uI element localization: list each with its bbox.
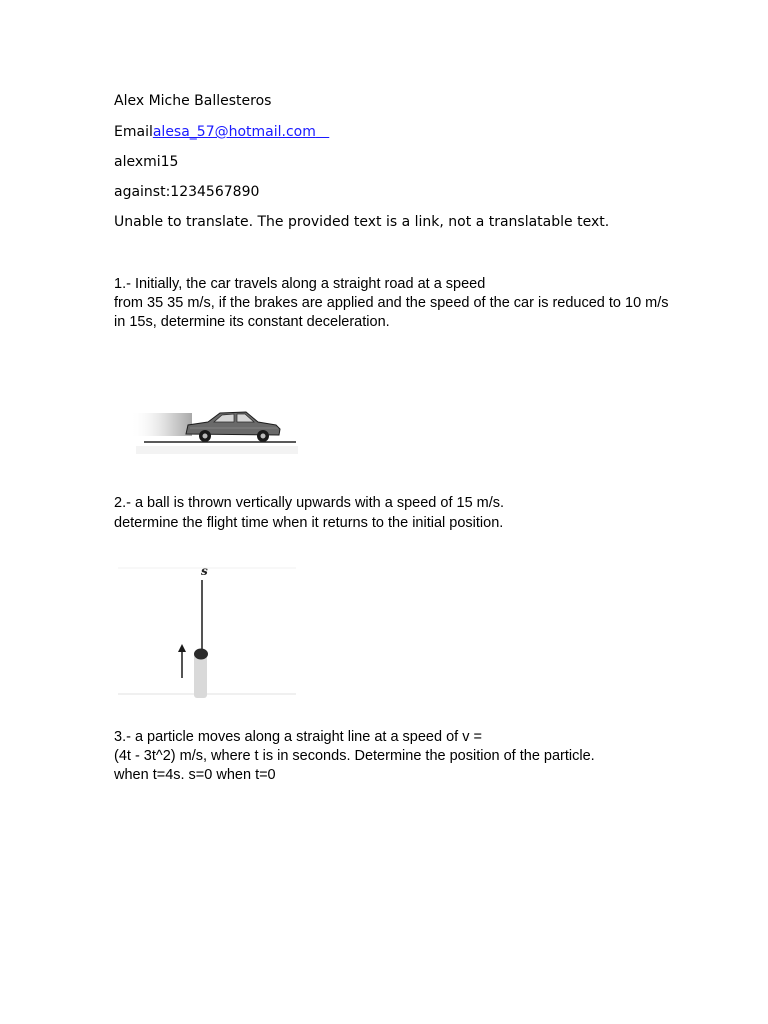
car-icon [186,412,280,442]
username: alexmi15 [114,154,179,170]
email-label: Email [114,124,153,140]
against-line: against:1234567890 [114,184,260,200]
ball-figure [118,560,298,702]
problem-3-line-3: when t=4s. s=0 when t=0 [114,767,276,783]
road-shadow [136,446,298,454]
ball-icon [194,649,208,660]
translation-note: Unable to translate. The provided text is a link, not a translatable text. [114,214,610,230]
problem-2-line-1: 2.- a ball is thrown vertically upwards with a speed of 15 m/s. [114,495,505,511]
position-axis-label: s [201,564,208,578]
problem-1-line-2: from 35 35 m/s, if the brakes are applied and the speed of the car is reduced to 10 m/s [114,295,669,311]
car-figure [128,398,304,460]
email-line [114,124,329,141]
problem-3-line-2: (4t - 3t^2) m/s, where t is in seconds. Determine the position of the particle. [114,748,595,764]
email-link-trailing-space [316,124,329,140]
problem-2-line-2: determine the flight time when it returns to the initial position. [114,515,504,531]
problem-1-line-3: in 15s, determine its constant deceleration. [114,314,390,330]
up-arrow-icon [178,644,186,678]
motion-blur [130,413,192,436]
author-name: Alex Miche Ballesteros [114,93,272,109]
problem-3-line-1: 3.- a particle moves along a straight line at a speed of v = [114,729,482,745]
email-link[interactable]: alesa_57@hotmail.com [152,124,316,140]
problem-1-line-1: 1.- Initially, the car travels along a straight road at a speed [114,276,486,292]
